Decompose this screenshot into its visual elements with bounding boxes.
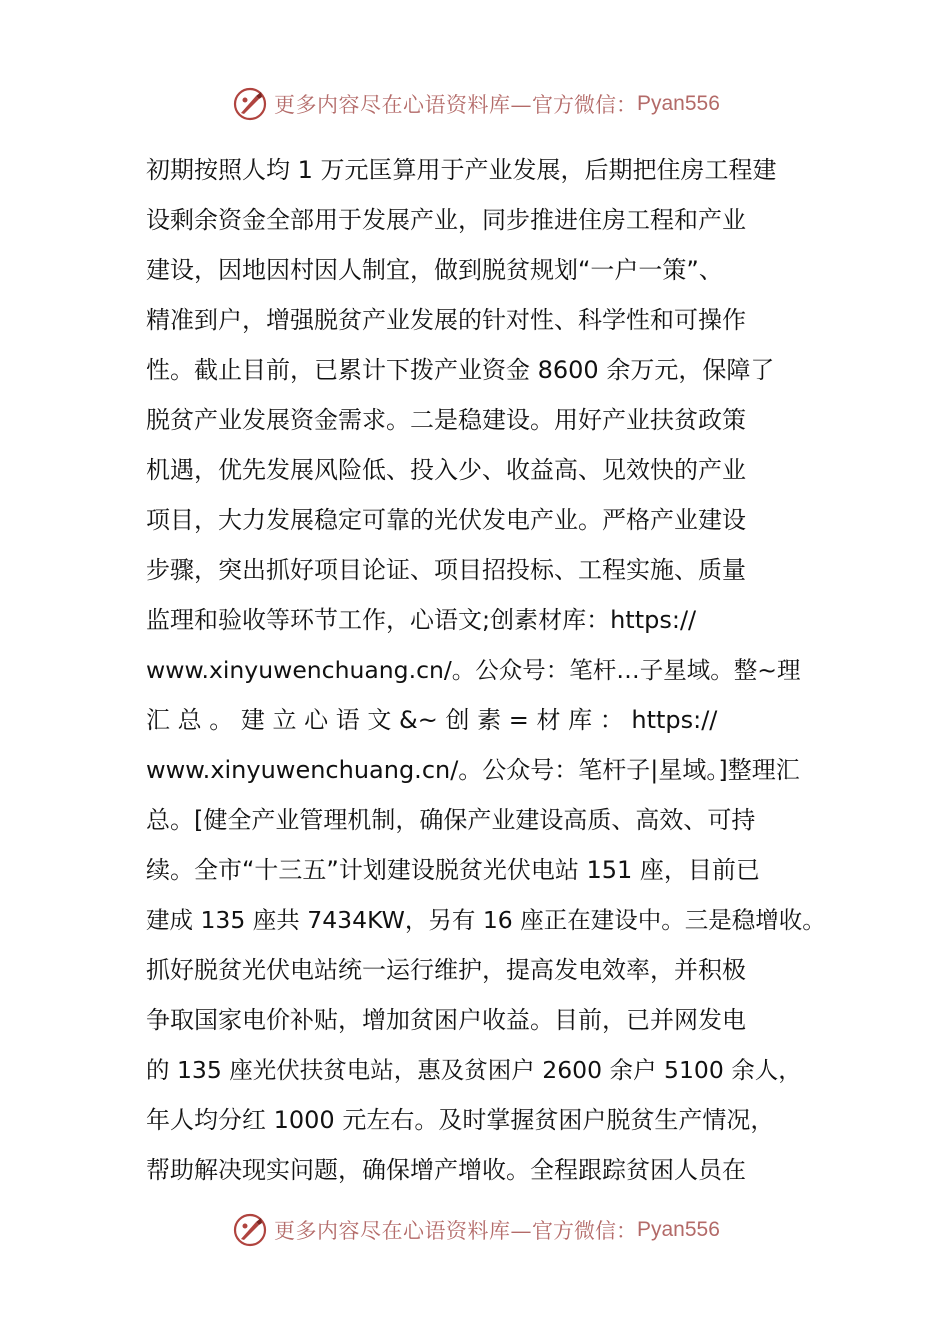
banner-wechat-id: Pyan556 bbox=[637, 92, 720, 115]
text-line: 初期按照人均 1 万元匡算用于产业发展，后期把住房工程建 bbox=[146, 156, 777, 184]
banner-wechat-label: 官方微信： bbox=[532, 93, 637, 117]
header-banner bbox=[232, 84, 720, 124]
banner-wechat-label: 官方微信： bbox=[532, 1219, 637, 1243]
text-line: 机遇，优先发展风险低、投入少、收益高、见效快的产业 bbox=[146, 456, 746, 484]
text-line: 年人均分红 1000 元左右。及时掌握贫困户脱贫生产情况， bbox=[146, 1106, 775, 1134]
text-line: 建成 135 座共 7434KW，另有 16 座正在建设中。三是稳增收。 bbox=[146, 906, 826, 934]
text-line: 的 135 座光伏扶贫电站，惠及贫困户 2600 余户 5100 余人， bbox=[146, 1056, 802, 1084]
text-line: www.xinyuwenchuang.cn/。公众号：笔杆…子星域。整~理 bbox=[146, 656, 801, 684]
text-line: 步骤，突出抓好项目论证、项目招投标、工程实施、质量 bbox=[146, 556, 746, 584]
text-line: 精准到户，增强脱贫产业发展的针对性、科学性和可操作 bbox=[146, 306, 746, 334]
text-line: 总。[健全产业管理机制，确保产业建设高质、高效、可持 bbox=[146, 806, 756, 834]
text-line: 性。截止目前，已累计下拨产业资金 8600 余万元，保障了 bbox=[146, 356, 775, 384]
text-line: www.xinyuwenchuang.cn/。公众号：笔杆子|星域。]整理汇 bbox=[146, 756, 800, 784]
banner-slogan: 更多内容尽在心语资料库— bbox=[274, 1219, 532, 1243]
text-line: 监理和验收等环节工作，心语文;创素材库：https:// bbox=[146, 606, 697, 634]
text-line: 建设，因地因村因人制宜，做到脱贫规划“一户一策”、 bbox=[146, 256, 723, 284]
text-line: 设剩余资金全部用于发展产业，同步推进住房工程和产业 bbox=[146, 206, 746, 234]
text-line: 续。全市“十三五”计划建设脱贫光伏电站 151 座，目前已 bbox=[146, 856, 760, 884]
banner-slogan: 更多内容尽在心语资料库— bbox=[274, 93, 532, 117]
text-line: 项目，大力发展稳定可靠的光伏发电产业。严格产业建设 bbox=[146, 506, 746, 534]
text-line: 帮助解决现实问题，确保增产增收。全程跟踪贫困人员在 bbox=[146, 1156, 746, 1184]
footer-banner bbox=[232, 1210, 720, 1250]
quill-logo-icon bbox=[232, 86, 268, 122]
text-line: 脱贫产业发展资金需求。二是稳建设。用好产业扶贫政策 bbox=[146, 406, 746, 434]
text-line: 抓好脱贫光伏电站统一运行维护，提高发电效率，并积极 bbox=[146, 956, 746, 984]
text-line: 汇 总 。 建 立 心 语 文 &~ 创 素 = 材 库 ： https:// bbox=[146, 706, 718, 734]
text-line: 争取国家电价补贴，增加贫困户收益。目前，已并网发电 bbox=[146, 1006, 746, 1034]
quill-logo-icon bbox=[232, 1212, 268, 1248]
banner-wechat-id: Pyan556 bbox=[637, 1218, 720, 1241]
